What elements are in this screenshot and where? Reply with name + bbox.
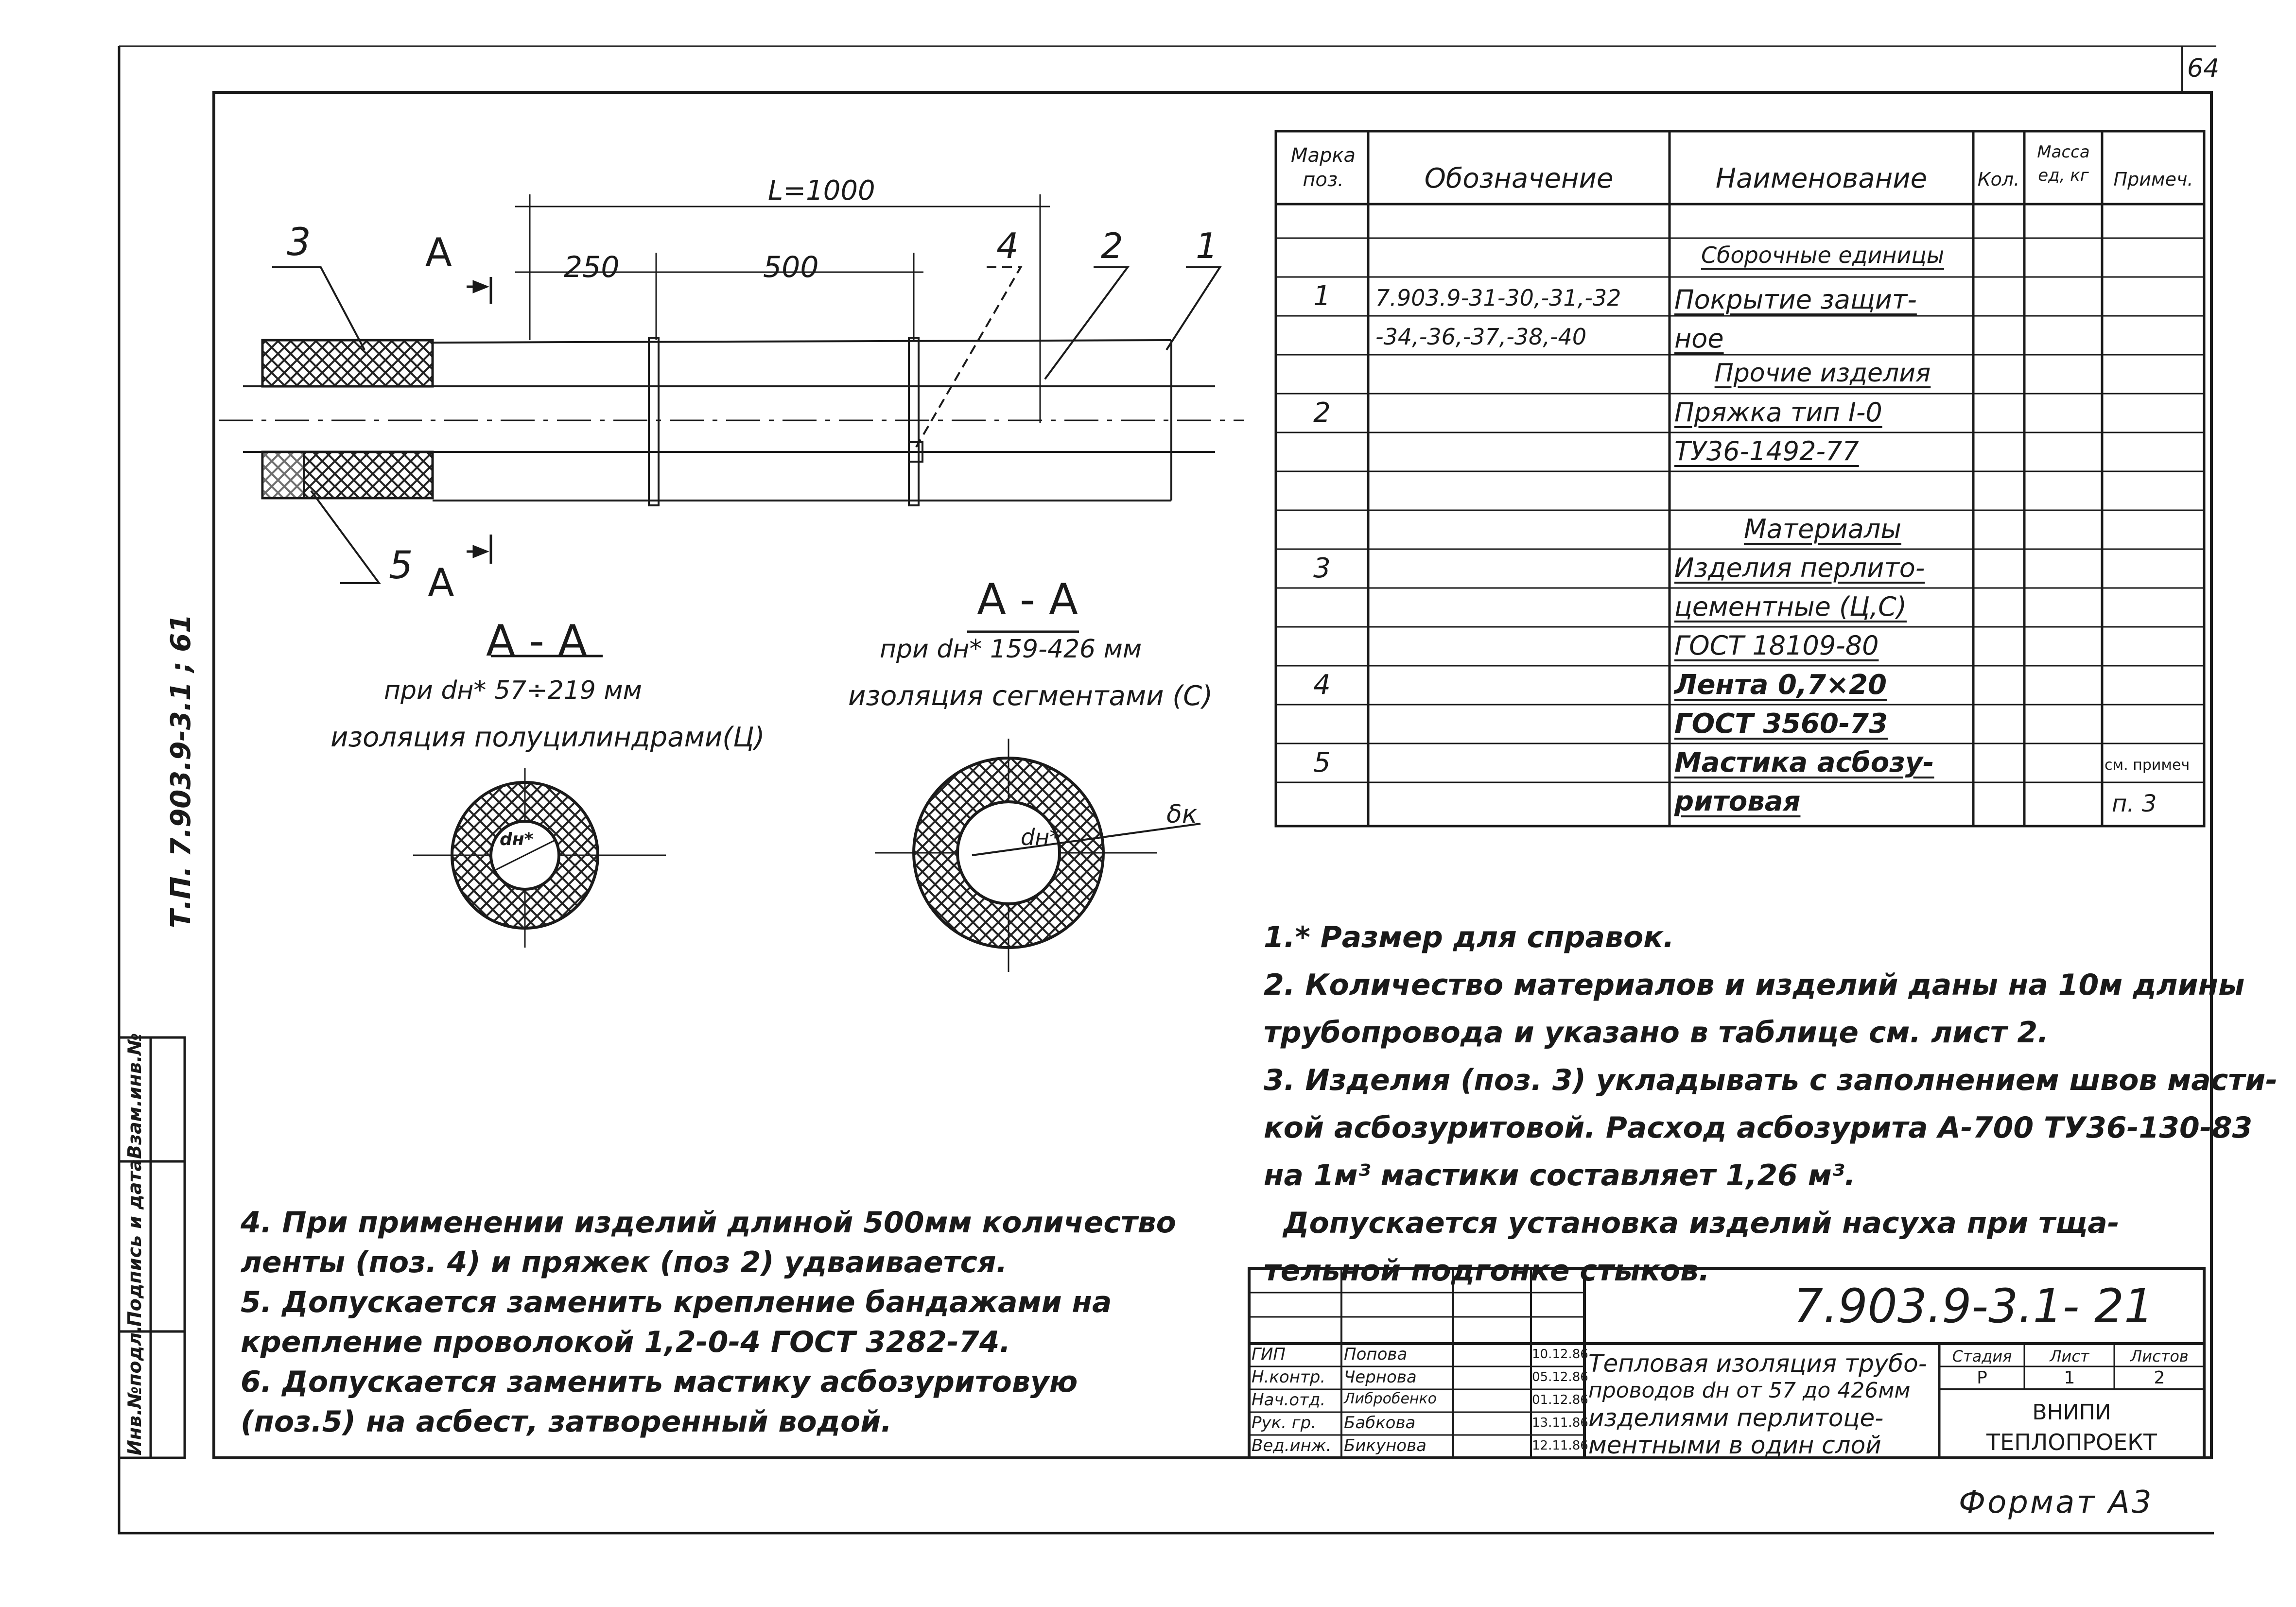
mastic-joint xyxy=(262,452,304,498)
note-1: 1.* Размер для справок. xyxy=(1264,920,1674,954)
note-2: 2. Количество материалов и изделий даны на 10м длины xyxy=(1264,968,2245,1002)
section-mark-bottom: А xyxy=(428,560,454,605)
signature-role: Нач.отд. xyxy=(1252,1390,1326,1410)
sheet-value: 1 xyxy=(2064,1368,2075,1388)
signature-name: Бабкова xyxy=(1344,1413,1416,1433)
document-title xyxy=(1588,1350,1938,1459)
row-5-mark: 2 xyxy=(1313,397,1331,429)
title-line-3: изделиями перлитоце- xyxy=(1588,1404,1884,1432)
signature-role: Рук. гр. xyxy=(1252,1413,1317,1433)
position-3-label: 3 xyxy=(287,221,311,264)
row-14-mark: 5 xyxy=(1313,747,1331,778)
header-name: Наименование xyxy=(1715,163,1928,194)
section-right-insulation: изоляция сегментами (С) xyxy=(848,680,1213,712)
insulation-top-section xyxy=(262,340,433,386)
org-line-1: ВНИПИ xyxy=(2032,1400,2111,1425)
header-designation: Обозначение xyxy=(1424,163,1614,194)
row-11-name: ГОСТ 18109-80 xyxy=(1674,630,1879,661)
row-2-mark: 1 xyxy=(1313,280,1331,312)
org-line-2: ТЕПЛОПРОЕКТ xyxy=(1986,1429,2157,1455)
sheets-value: 2 xyxy=(2154,1368,2165,1388)
signature-date: 12.11.86 xyxy=(1532,1438,1588,1453)
title-line-2: проводов dн от 57 до 426мм xyxy=(1588,1378,1911,1403)
section-right-diameter: при dн* 159-426 мм xyxy=(880,635,1142,664)
position-2-label: 2 xyxy=(1101,225,1123,266)
signature-name: Попова xyxy=(1344,1345,1408,1364)
note-2-cont: трубопровода и указано в таблице см. лист 2. xyxy=(1264,1016,2049,1050)
format-label: Формат А3 xyxy=(1959,1485,2154,1521)
note-3: 3. Изделия (поз. 3) укладывать с заполнением швов масти- xyxy=(1264,1063,2278,1097)
note-5-cont: крепление проволокой 1,2-0-4 ГОСТ 3282-74. xyxy=(241,1325,1011,1359)
row-13-name: ГОСТ 3560-73 xyxy=(1674,708,1888,740)
header-mass: Масса ед, кг xyxy=(2037,142,2090,185)
note-3-cont-2: на 1м³ мастики составляет 1,26 м³. xyxy=(1264,1158,1856,1192)
row-12-mark: 4 xyxy=(1313,669,1331,701)
side-stamp: Т.П. 7.903.9-3.1 ; 61 xyxy=(165,614,197,928)
row-10-name: цементные (Ц,С) xyxy=(1674,591,1907,622)
signature-name: Бикунова xyxy=(1344,1436,1426,1455)
signature-name: Чернова xyxy=(1344,1367,1417,1387)
signature-date: 01.12.86 xyxy=(1532,1393,1588,1407)
length-label: L=1000 xyxy=(768,175,875,207)
note-3-cont-3: Допускается установка изделий насуха при тща- xyxy=(1283,1206,2120,1240)
band-2 xyxy=(909,338,919,505)
position-4-label: 4 xyxy=(996,225,1019,266)
notes-right xyxy=(1264,914,2278,1295)
header-mark: Марка поз. xyxy=(1290,144,1356,191)
row-8-name: Материалы xyxy=(1744,514,1901,544)
note-4-cont: ленты (поз. 4) и пряжек (поз 2) удваивается. xyxy=(241,1245,1008,1279)
row-3-name: ное xyxy=(1674,323,1724,354)
note-6-cont: (поз.5) на асбест, затворенный водой. xyxy=(241,1405,892,1439)
band-1 xyxy=(649,338,659,505)
row-12-name: Лента 0,7×20 xyxy=(1674,669,1887,701)
dimension-lines xyxy=(515,194,1050,423)
row-15-note: п. 3 xyxy=(2112,790,2157,817)
signature-date: 10.12.86 xyxy=(1532,1347,1588,1362)
row-9-mark: 3 xyxy=(1313,553,1331,584)
section-left-insulation: изоляция полуцилиндрами(Ц) xyxy=(330,722,765,753)
stage-value: Р xyxy=(1977,1368,1987,1388)
signature-role: ГИП xyxy=(1252,1345,1286,1364)
section-left-dn: dн* xyxy=(500,829,534,849)
signature-date: 13.11.86 xyxy=(1532,1416,1588,1430)
pipe-side-view xyxy=(219,194,1244,588)
signature-role: Н.контр. xyxy=(1252,1367,1326,1387)
sheet-number: 64 xyxy=(2187,54,2220,83)
row-14-note: см. примеч xyxy=(2105,757,2190,774)
section-right-dn: dн* xyxy=(1021,824,1061,850)
leader-lines xyxy=(272,267,1220,588)
notes-left xyxy=(241,1203,1237,1442)
signature-date: 05.12.86 xyxy=(1532,1370,1588,1384)
sheets-label: Листов xyxy=(2130,1347,2189,1365)
section-mark-top: А xyxy=(425,230,452,275)
row-4-name: Прочие изделия xyxy=(1714,359,1931,388)
row-14-name: Мастика асбозу- xyxy=(1674,747,1934,778)
sheet-label: Лист xyxy=(2050,1347,2089,1365)
section-right-thickness: δк xyxy=(1166,800,1198,829)
note-5: 5. Допускается заменить крепление бандажами на xyxy=(241,1285,1112,1319)
dim-250: 250 xyxy=(564,250,620,284)
header-qty: Кол. xyxy=(1977,169,2020,190)
note-4: 4. При применении изделий длиной 500мм количество xyxy=(241,1206,1176,1240)
section-right-title: А - А xyxy=(977,574,1078,624)
note-3-cont-4: тельной подгонке стыков. xyxy=(1264,1254,1710,1288)
position-5-label: 5 xyxy=(389,544,413,588)
row-9-name: Изделия перлито- xyxy=(1674,553,1925,583)
note-6: 6. Допускается заменить мастику асбозуритовую xyxy=(241,1365,1078,1399)
left-stamp-replace: Взам.инв.№ xyxy=(124,1033,145,1159)
document-code: 7.903.9-3.1- 21 xyxy=(1793,1279,2154,1333)
signature-name: Либробенко xyxy=(1344,1390,1437,1407)
dim-500: 500 xyxy=(763,250,819,284)
row-15-name: ритовая xyxy=(1674,786,1801,817)
signature-role: Вед.инж. xyxy=(1252,1436,1332,1455)
row-2-designation: 7.903.9-31-30,-31,-32 xyxy=(1375,285,1621,311)
row-1-name: Сборочные единицы xyxy=(1701,242,1945,268)
row-2-name: Покрытие защит- xyxy=(1674,284,1917,315)
row-5-name: Пряжка тип I-0 xyxy=(1674,397,1882,428)
left-stamp-sign: Подпись и дата xyxy=(124,1158,145,1327)
position-1-label: 1 xyxy=(1196,225,1218,266)
stage-label: Стадия xyxy=(1952,1347,2012,1365)
title-line-4: ментными в один слой xyxy=(1588,1431,1881,1459)
title-line-1: Тепловая изоляция трубо- xyxy=(1588,1349,1927,1378)
header-note: Примеч. xyxy=(2113,169,2193,190)
section-left-title: А - А xyxy=(486,616,588,666)
row-3-designation: -34,-36,-37,-38,-40 xyxy=(1375,324,1587,350)
section-left-diameter: при dн* 57÷219 мм xyxy=(384,676,642,705)
left-stamp-inv: Инв.№подл. xyxy=(124,1325,145,1455)
row-6-name: ТУ36-1492-77 xyxy=(1674,436,1859,467)
note-3-cont-1: кой асбозуритовой. Расход асбозурита А-700 ТУ36-130-83 xyxy=(1264,1111,2253,1145)
